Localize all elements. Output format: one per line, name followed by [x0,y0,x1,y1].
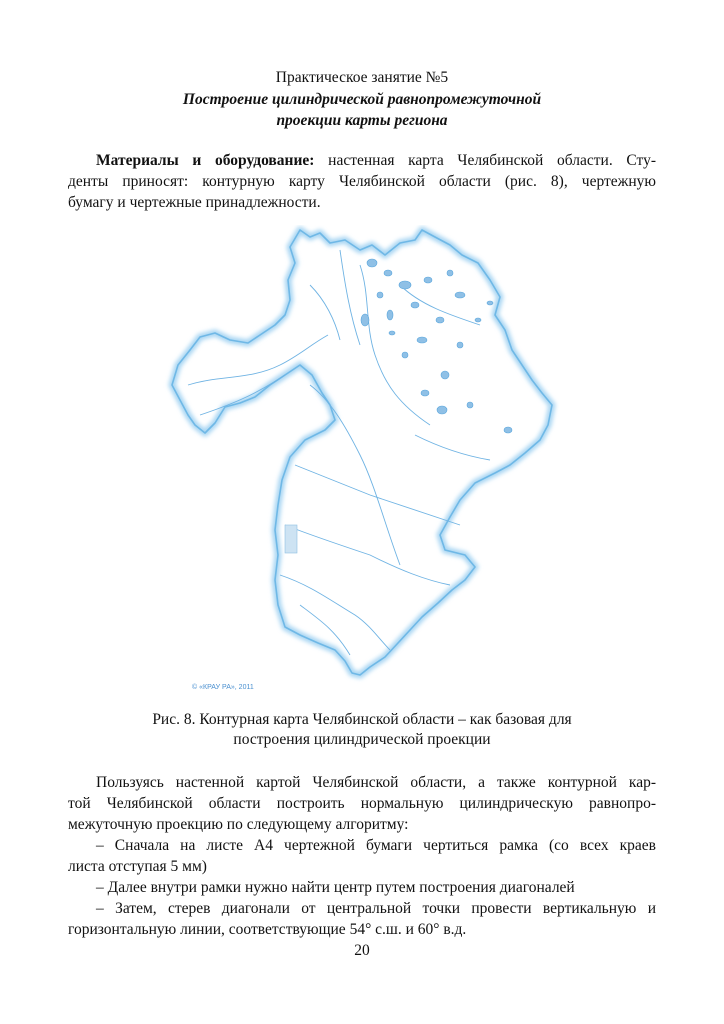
map-copyright: © «КРАУ РА», 2011 [192,684,254,691]
body-line2: той Челябинской области построить нормальную цилиндрическую равнопро- [68,795,656,812]
lesson-heading: Практическое занятие №5 [275,69,449,86]
materials-line2: денты приносят: контурную карту Челябинской области (рис. 8), чертежную [68,173,656,190]
materials-line1-rest: настенная карта Челябинской области. Сту- [314,152,656,169]
figure-caption-line1: Рис. 8. Контурная карта Челябинской области – как базовая для [152,711,572,728]
region-outline-glow [172,230,552,675]
lesson-title [0,89,724,131]
figure-caption-line2: построения цилиндрической проекции [233,731,491,748]
materials-paragraph [68,150,656,213]
step3-line1: – Затем, стерев диагонали от центральной точки провести вертикальную и [96,900,656,917]
step3-line2: горизонтальную линии, соответствующие 54° с.ш. и 60° в.д. [68,921,467,938]
figure-caption [0,710,724,750]
lesson-title-line2: проекции карты региона [276,112,448,129]
algorithm-paragraph [68,772,656,940]
lesson-title-line1: Построение цилиндрической равнопромежуточной [182,91,542,108]
step1-line1: – Сначала на листе А4 чертежной бумаги чертиться рамка (со всех краев [96,837,656,854]
materials-line3: бумагу и чертежные принадлежности. [68,194,321,211]
page-number: 20 [354,942,370,959]
materials-label: Материалы и оборудование: [96,152,315,169]
step1-line2: листа отступая 5 мм) [68,858,207,875]
body-line3: межуточную проекцию по следующему алгоритму: [68,816,409,833]
materials-line1 [68,150,656,171]
chelyabinsk-contour-map [160,225,560,700]
lakes [285,259,512,553]
step2-line: – Далее внутри рамки нужно найти центр путем построения диагоналей [96,879,575,896]
body-line1: Пользуясь настенной картой Челябинской области, а также контурной кар- [96,774,656,791]
